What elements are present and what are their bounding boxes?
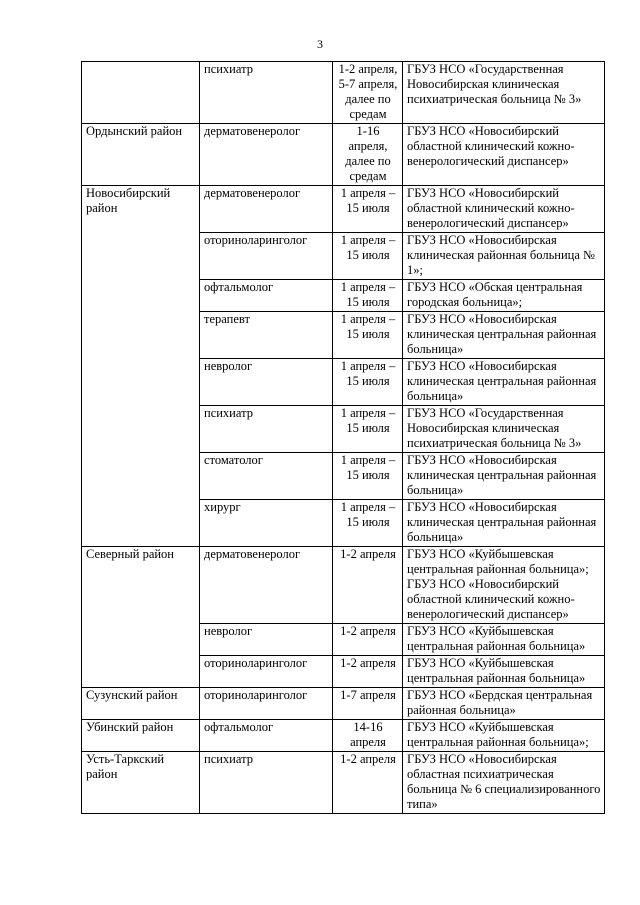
specialist-cell: оториноларинголог [200, 656, 333, 688]
specialist-cell: дерматовенеролог [200, 547, 333, 624]
institution-cell: ГБУЗ НСО «Куйбышевская центральная районная больница» [403, 656, 605, 688]
table-row [82, 62, 605, 124]
specialist-cell: дерматовенеролог [200, 124, 333, 186]
table-row [82, 688, 605, 720]
district-cell: Убинский район [82, 720, 200, 752]
institution-cell: ГБУЗ НСО «Куйбышевская центральная районная больница» [403, 624, 605, 656]
dates-cell: 14-16 апреля [333, 720, 403, 752]
institution-cell: ГБУЗ НСО «Государственная Новосибирская клиническая психиатрическая больница № 3» [403, 406, 605, 453]
institution-cell: ГБУЗ НСО «Новосибирская клиническая районная больница № 1»; [403, 233, 605, 280]
dates-cell: 1 апреля – 15 июля [333, 233, 403, 280]
district-cell: Усть-Таркский район [82, 752, 200, 814]
institution-cell: ГБУЗ НСО «Новосибирская областная психиатрическая больница № 6 специализированного типа» [403, 752, 605, 814]
table-row [82, 124, 605, 186]
dates-cell: 1 апреля – 15 июля [333, 406, 403, 453]
specialist-cell: оториноларинголог [200, 233, 333, 280]
dates-cell: 1-7 апреля [333, 688, 403, 720]
specialist-cell: невролог [200, 359, 333, 406]
dates-cell: 1-2 апреля [333, 624, 403, 656]
district-cell: Ордынский район [82, 124, 200, 186]
table-row [82, 547, 605, 624]
institution-cell: ГБУЗ НСО «Новосибирская клиническая центральная районная больница» [403, 500, 605, 547]
dates-cell: 1 апреля – 15 июля [333, 359, 403, 406]
schedule-table [81, 61, 605, 814]
institution-cell: ГБУЗ НСО «Бердская центральная районная больница» [403, 688, 605, 720]
district-cell: Северный район [82, 547, 200, 688]
institution-cell: ГБУЗ НСО «Новосибирский областной клинический кожно-венерологический диспансер» [403, 186, 605, 233]
dates-cell: 1-2 апреля [333, 547, 403, 624]
specialist-cell: невролог [200, 624, 333, 656]
institution-cell: ГБУЗ НСО «Куйбышевская центральная районная больница»; ГБУЗ НСО «Новосибирский областной клинический кожно-венерологический диспансер» [403, 547, 605, 624]
institution-cell: ГБУЗ НСО «Куйбышевская центральная районная больница»; [403, 720, 605, 752]
dates-cell: 1-2 апреля, 5-7 апреля, далее по средам [333, 62, 403, 124]
page-number: 3 [317, 37, 323, 51]
district-cell [82, 62, 200, 124]
specialist-cell: дерматовенеролог [200, 186, 333, 233]
dates-cell: 1 апреля – 15 июля [333, 280, 403, 312]
specialist-cell: офтальмолог [200, 280, 333, 312]
institution-cell: ГБУЗ НСО «Новосибирская клиническая центральная районная больница» [403, 359, 605, 406]
district-cell: Новосибирский район [82, 186, 200, 547]
table-row [82, 752, 605, 814]
institution-cell: ГБУЗ НСО «Новосибирская клиническая центральная районная больница» [403, 312, 605, 359]
dates-cell: 1-2 апреля [333, 656, 403, 688]
schedule-table-body [82, 62, 605, 814]
dates-cell: 1 апреля – 15 июля [333, 500, 403, 547]
dates-cell: 1 апреля – 15 июля [333, 453, 403, 500]
table-row [82, 720, 605, 752]
specialist-cell: психиатр [200, 406, 333, 453]
specialist-cell: стоматолог [200, 453, 333, 500]
institution-cell: ГБУЗ НСО «Новосибирская клиническая центральная районная больница» [403, 453, 605, 500]
dates-cell: 1 апреля – 15 июля [333, 186, 403, 233]
dates-cell: 1-16 апреля, далее по средам [333, 124, 403, 186]
specialist-cell: офтальмолог [200, 720, 333, 752]
specialist-cell: хирург [200, 500, 333, 547]
specialist-cell: оториноларинголог [200, 688, 333, 720]
specialist-cell: терапевт [200, 312, 333, 359]
institution-cell: ГБУЗ НСО «Обская центральная городская больница»; [403, 280, 605, 312]
specialist-cell: психиатр [200, 752, 333, 814]
dates-cell: 1 апреля – 15 июля [333, 312, 403, 359]
dates-cell: 1-2 апреля [333, 752, 403, 814]
specialist-cell: психиатр [200, 62, 333, 124]
district-cell: Сузунский район [82, 688, 200, 720]
institution-cell: ГБУЗ НСО «Новосибирский областной клинический кожно-венерологический диспансер» [403, 124, 605, 186]
table-row [82, 186, 605, 233]
institution-cell: ГБУЗ НСО «Государственная Новосибирская клиническая психиатрическая больница № 3» [403, 62, 605, 124]
